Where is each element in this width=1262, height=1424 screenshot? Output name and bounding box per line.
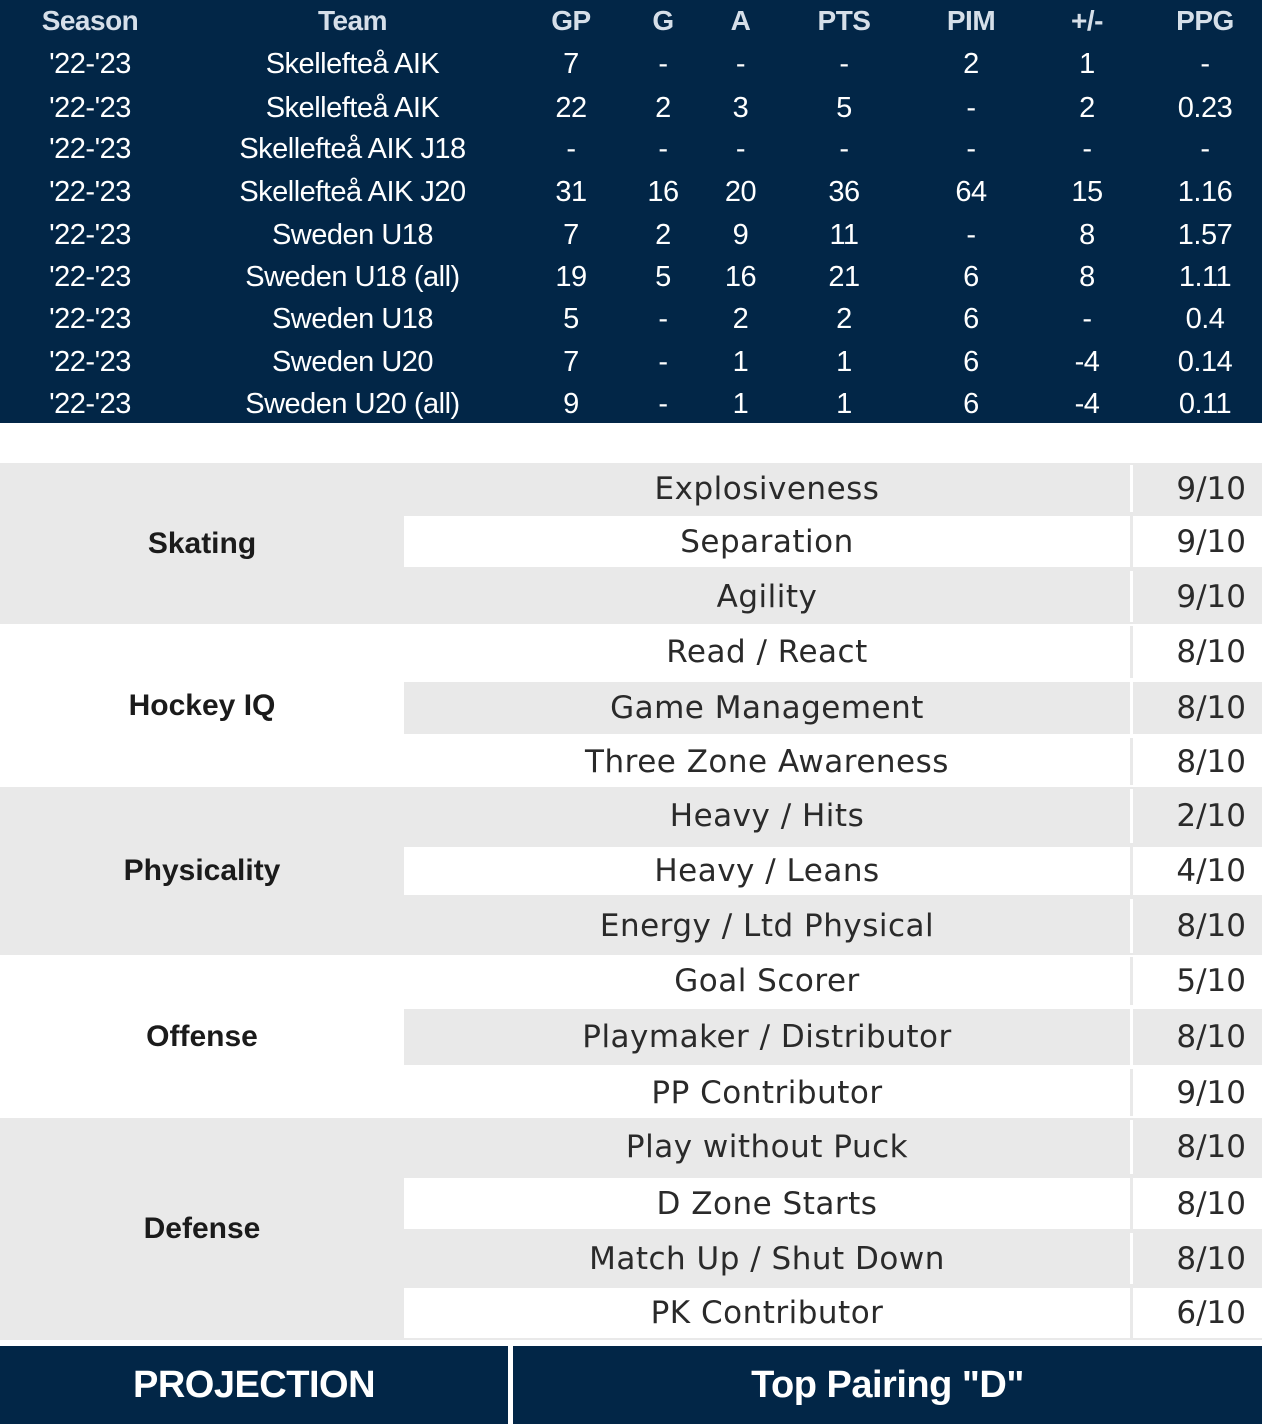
cell-pts: - bbox=[839, 47, 849, 80]
cell-team: Skellefteå AIK J20 bbox=[239, 175, 466, 208]
table-row bbox=[0, 87, 1262, 129]
cell-g: - bbox=[658, 47, 668, 80]
rating-row bbox=[404, 626, 1262, 678]
cell-season: '22-'23 bbox=[49, 175, 131, 208]
cell-g: - bbox=[658, 387, 668, 420]
cell-pim: 6 bbox=[963, 260, 979, 293]
category-label: Hockey IQ bbox=[128, 688, 276, 722]
table-row bbox=[0, 298, 1262, 340]
rating-row bbox=[404, 957, 1262, 1005]
cell-team: Skellefteå AIK bbox=[265, 47, 440, 80]
table-row bbox=[0, 383, 1262, 425]
cell-season: '22-'23 bbox=[49, 91, 131, 124]
rating-label: Three Zone Awareness bbox=[585, 743, 949, 780]
rating-row bbox=[404, 1178, 1262, 1229]
cell-plus-minus: -4 bbox=[1074, 387, 1100, 420]
cell-g: 5 bbox=[655, 260, 671, 293]
rating-score: 4/10 bbox=[1130, 847, 1262, 895]
rating-score: 8/10 bbox=[1130, 682, 1262, 734]
header-ppg: PPG bbox=[1176, 5, 1234, 36]
rating-row bbox=[404, 465, 1262, 512]
rating-score: 8/10 bbox=[1130, 1009, 1262, 1065]
cell-a: 1 bbox=[732, 387, 749, 420]
cell-a: 3 bbox=[732, 91, 749, 124]
header-gp: GP bbox=[551, 5, 591, 36]
cell-season: '22-'23 bbox=[49, 132, 131, 165]
cell-plus-minus: 2 bbox=[1079, 91, 1095, 124]
cell-pim: 64 bbox=[955, 175, 987, 208]
rating-row bbox=[404, 789, 1262, 843]
cell-pim: - bbox=[966, 91, 976, 124]
rating-score: 5/10 bbox=[1130, 957, 1262, 1005]
table-row bbox=[0, 256, 1262, 298]
table-row bbox=[0, 341, 1262, 383]
cell-g: - bbox=[658, 132, 668, 165]
cell-team: Sweden U18 bbox=[271, 302, 434, 335]
cell-ppg: - bbox=[1200, 132, 1210, 165]
rating-label: Agility bbox=[716, 578, 818, 615]
cell-gp: 7 bbox=[563, 47, 579, 80]
cell-g: - bbox=[658, 345, 668, 378]
header-g: G bbox=[652, 5, 674, 36]
category-label: Physicality bbox=[123, 854, 281, 887]
cell-a: 20 bbox=[724, 175, 757, 208]
rating-category-skating bbox=[0, 463, 1262, 624]
cell-pim: 2 bbox=[963, 47, 979, 80]
cell-gp: 5 bbox=[563, 302, 579, 335]
rating-row bbox=[404, 899, 1262, 953]
rating-row bbox=[404, 1120, 1262, 1174]
header-season: Season bbox=[41, 5, 139, 36]
cell-gp: 7 bbox=[563, 218, 579, 251]
cell-plus-minus: -4 bbox=[1074, 345, 1100, 378]
cell-team: Skellefteå AIK bbox=[265, 91, 440, 124]
rating-label: PP Contributor bbox=[651, 1074, 883, 1111]
cell-plus-minus: 8 bbox=[1079, 260, 1095, 293]
rating-label: Match Up / Shut Down bbox=[589, 1240, 945, 1277]
rating-label: Energy / Ltd Physical bbox=[599, 908, 935, 944]
cell-a: 9 bbox=[732, 218, 749, 251]
rating-score: 9/10 bbox=[1130, 516, 1262, 567]
category-label: Defense bbox=[143, 1212, 261, 1245]
cell-pim: 6 bbox=[963, 345, 979, 378]
cell-a: - bbox=[735, 132, 746, 165]
cell-pts: - bbox=[839, 132, 849, 165]
cell-plus-minus: 1 bbox=[1079, 47, 1095, 80]
cell-season: '22-'23 bbox=[49, 47, 131, 80]
rating-score: 8/10 bbox=[1130, 738, 1262, 785]
rating-row bbox=[404, 571, 1262, 622]
stats-table bbox=[0, 0, 1262, 423]
cell-pim: - bbox=[966, 132, 976, 165]
rating-label: Heavy / Leans bbox=[654, 853, 880, 889]
cell-gp: 19 bbox=[555, 260, 587, 293]
cell-a: - bbox=[735, 47, 746, 80]
rating-row bbox=[404, 1009, 1262, 1065]
rating-category-hockey-iq bbox=[0, 624, 1262, 787]
cell-ppg: 0.11 bbox=[1178, 387, 1232, 420]
rating-score: 9/10 bbox=[1130, 571, 1262, 622]
rating-score: 8/10 bbox=[1130, 1178, 1262, 1229]
rating-row bbox=[404, 1069, 1262, 1116]
rating-label: Heavy / Hits bbox=[669, 798, 865, 834]
cell-pts: 36 bbox=[828, 175, 860, 208]
cell-ppg: 0.14 bbox=[1177, 345, 1233, 378]
cell-plus-minus: 15 bbox=[1071, 175, 1103, 208]
cell-gp: - bbox=[566, 132, 576, 165]
table-row bbox=[0, 171, 1262, 213]
rating-row bbox=[404, 516, 1262, 567]
rating-label: Goal Scorer bbox=[674, 963, 860, 999]
rating-category-physicality bbox=[0, 787, 1262, 955]
cell-gp: 22 bbox=[555, 91, 587, 124]
header-plus-minus: +/- bbox=[1071, 5, 1103, 36]
cell-pim: 6 bbox=[963, 387, 979, 420]
rating-label: Separation bbox=[680, 523, 854, 560]
rating-label: PK Contributor bbox=[650, 1295, 884, 1331]
table-row bbox=[0, 128, 1262, 170]
cell-pts: 11 bbox=[829, 218, 859, 251]
cell-a: 1 bbox=[732, 345, 749, 378]
rating-label: Read / React bbox=[666, 634, 868, 670]
rating-score: 8/10 bbox=[1130, 1233, 1262, 1284]
cell-pts: 2 bbox=[836, 302, 852, 335]
cell-g: 2 bbox=[655, 218, 671, 251]
rating-row bbox=[404, 738, 1262, 785]
table-row bbox=[0, 43, 1262, 85]
cell-ppg: 1.57 bbox=[1177, 218, 1233, 251]
cell-team: Skellefteå AIK J18 bbox=[239, 132, 466, 165]
header-pts: PTS bbox=[817, 5, 871, 36]
cell-g: 16 bbox=[647, 175, 679, 208]
cell-g: 2 bbox=[655, 91, 671, 124]
cell-season: '22-'23 bbox=[49, 345, 131, 378]
rating-score: 8/10 bbox=[1130, 899, 1262, 953]
cell-pts: 5 bbox=[836, 91, 852, 124]
cell-a: 16 bbox=[724, 260, 757, 293]
cell-plus-minus: - bbox=[1082, 302, 1092, 335]
rating-category-defense bbox=[0, 1118, 1262, 1340]
header-a: A bbox=[730, 5, 751, 36]
cell-pts: 21 bbox=[828, 260, 860, 293]
rating-score: 6/10 bbox=[1130, 1288, 1262, 1338]
rating-score: 9/10 bbox=[1130, 1069, 1262, 1116]
cell-pim: 6 bbox=[963, 302, 979, 335]
cell-ppg: 1.11 bbox=[1178, 260, 1232, 293]
cell-team: Sweden U20 bbox=[271, 345, 434, 378]
cell-team: Sweden U18 (all) bbox=[245, 260, 460, 293]
cell-team: Sweden U18 bbox=[271, 218, 434, 251]
rating-score: 9/10 bbox=[1130, 465, 1262, 512]
rating-row bbox=[404, 1288, 1262, 1338]
projection-value: Top Pairing "D" bbox=[513, 1346, 1262, 1424]
rating-category-offense bbox=[0, 955, 1262, 1118]
cell-ppg: - bbox=[1200, 47, 1210, 80]
rating-label: Explosiveness bbox=[654, 470, 880, 507]
cell-season: '22-'23 bbox=[49, 218, 131, 251]
category-label: Skating bbox=[147, 526, 257, 560]
header-team: Team bbox=[317, 5, 388, 36]
cell-plus-minus: 8 bbox=[1079, 218, 1095, 251]
rating-score: 8/10 bbox=[1130, 1120, 1262, 1174]
projection-label: PROJECTION bbox=[0, 1346, 508, 1424]
cell-pts: 1 bbox=[836, 387, 852, 420]
rating-score: 2/10 bbox=[1130, 789, 1262, 843]
header-pim: PIM bbox=[946, 5, 996, 36]
rating-label: Play without Puck bbox=[625, 1129, 909, 1165]
cell-season: '22-'23 bbox=[49, 260, 131, 293]
cell-gp: 9 bbox=[563, 387, 579, 420]
cell-pts: 1 bbox=[836, 345, 852, 378]
rating-label: Game Management bbox=[610, 690, 924, 726]
cell-season: '22-'23 bbox=[49, 387, 131, 420]
projection-bar bbox=[0, 1346, 1262, 1424]
cell-season: '22-'23 bbox=[49, 302, 131, 335]
cell-ppg: 0.4 bbox=[1185, 302, 1225, 335]
rating-row bbox=[404, 682, 1262, 734]
rating-label: D Zone Starts bbox=[656, 1185, 878, 1222]
table-row bbox=[0, 214, 1262, 256]
cell-a: 2 bbox=[732, 302, 749, 335]
cell-ppg: 0.23 bbox=[1177, 91, 1233, 124]
rating-label: Playmaker / Distributor bbox=[582, 1019, 952, 1055]
cell-g: - bbox=[658, 302, 668, 335]
cell-pim: - bbox=[966, 218, 976, 251]
rating-row bbox=[404, 1233, 1262, 1284]
cell-ppg: 1.16 bbox=[1177, 175, 1233, 208]
rating-score: 8/10 bbox=[1130, 626, 1262, 678]
category-label: Offense bbox=[146, 1019, 258, 1053]
stats-header-row bbox=[0, 0, 1262, 42]
cell-gp: 7 bbox=[563, 345, 579, 378]
rating-row bbox=[404, 847, 1262, 895]
cell-plus-minus: - bbox=[1082, 132, 1092, 165]
cell-gp: 31 bbox=[555, 175, 587, 208]
cell-team: Sweden U20 (all) bbox=[245, 387, 460, 420]
